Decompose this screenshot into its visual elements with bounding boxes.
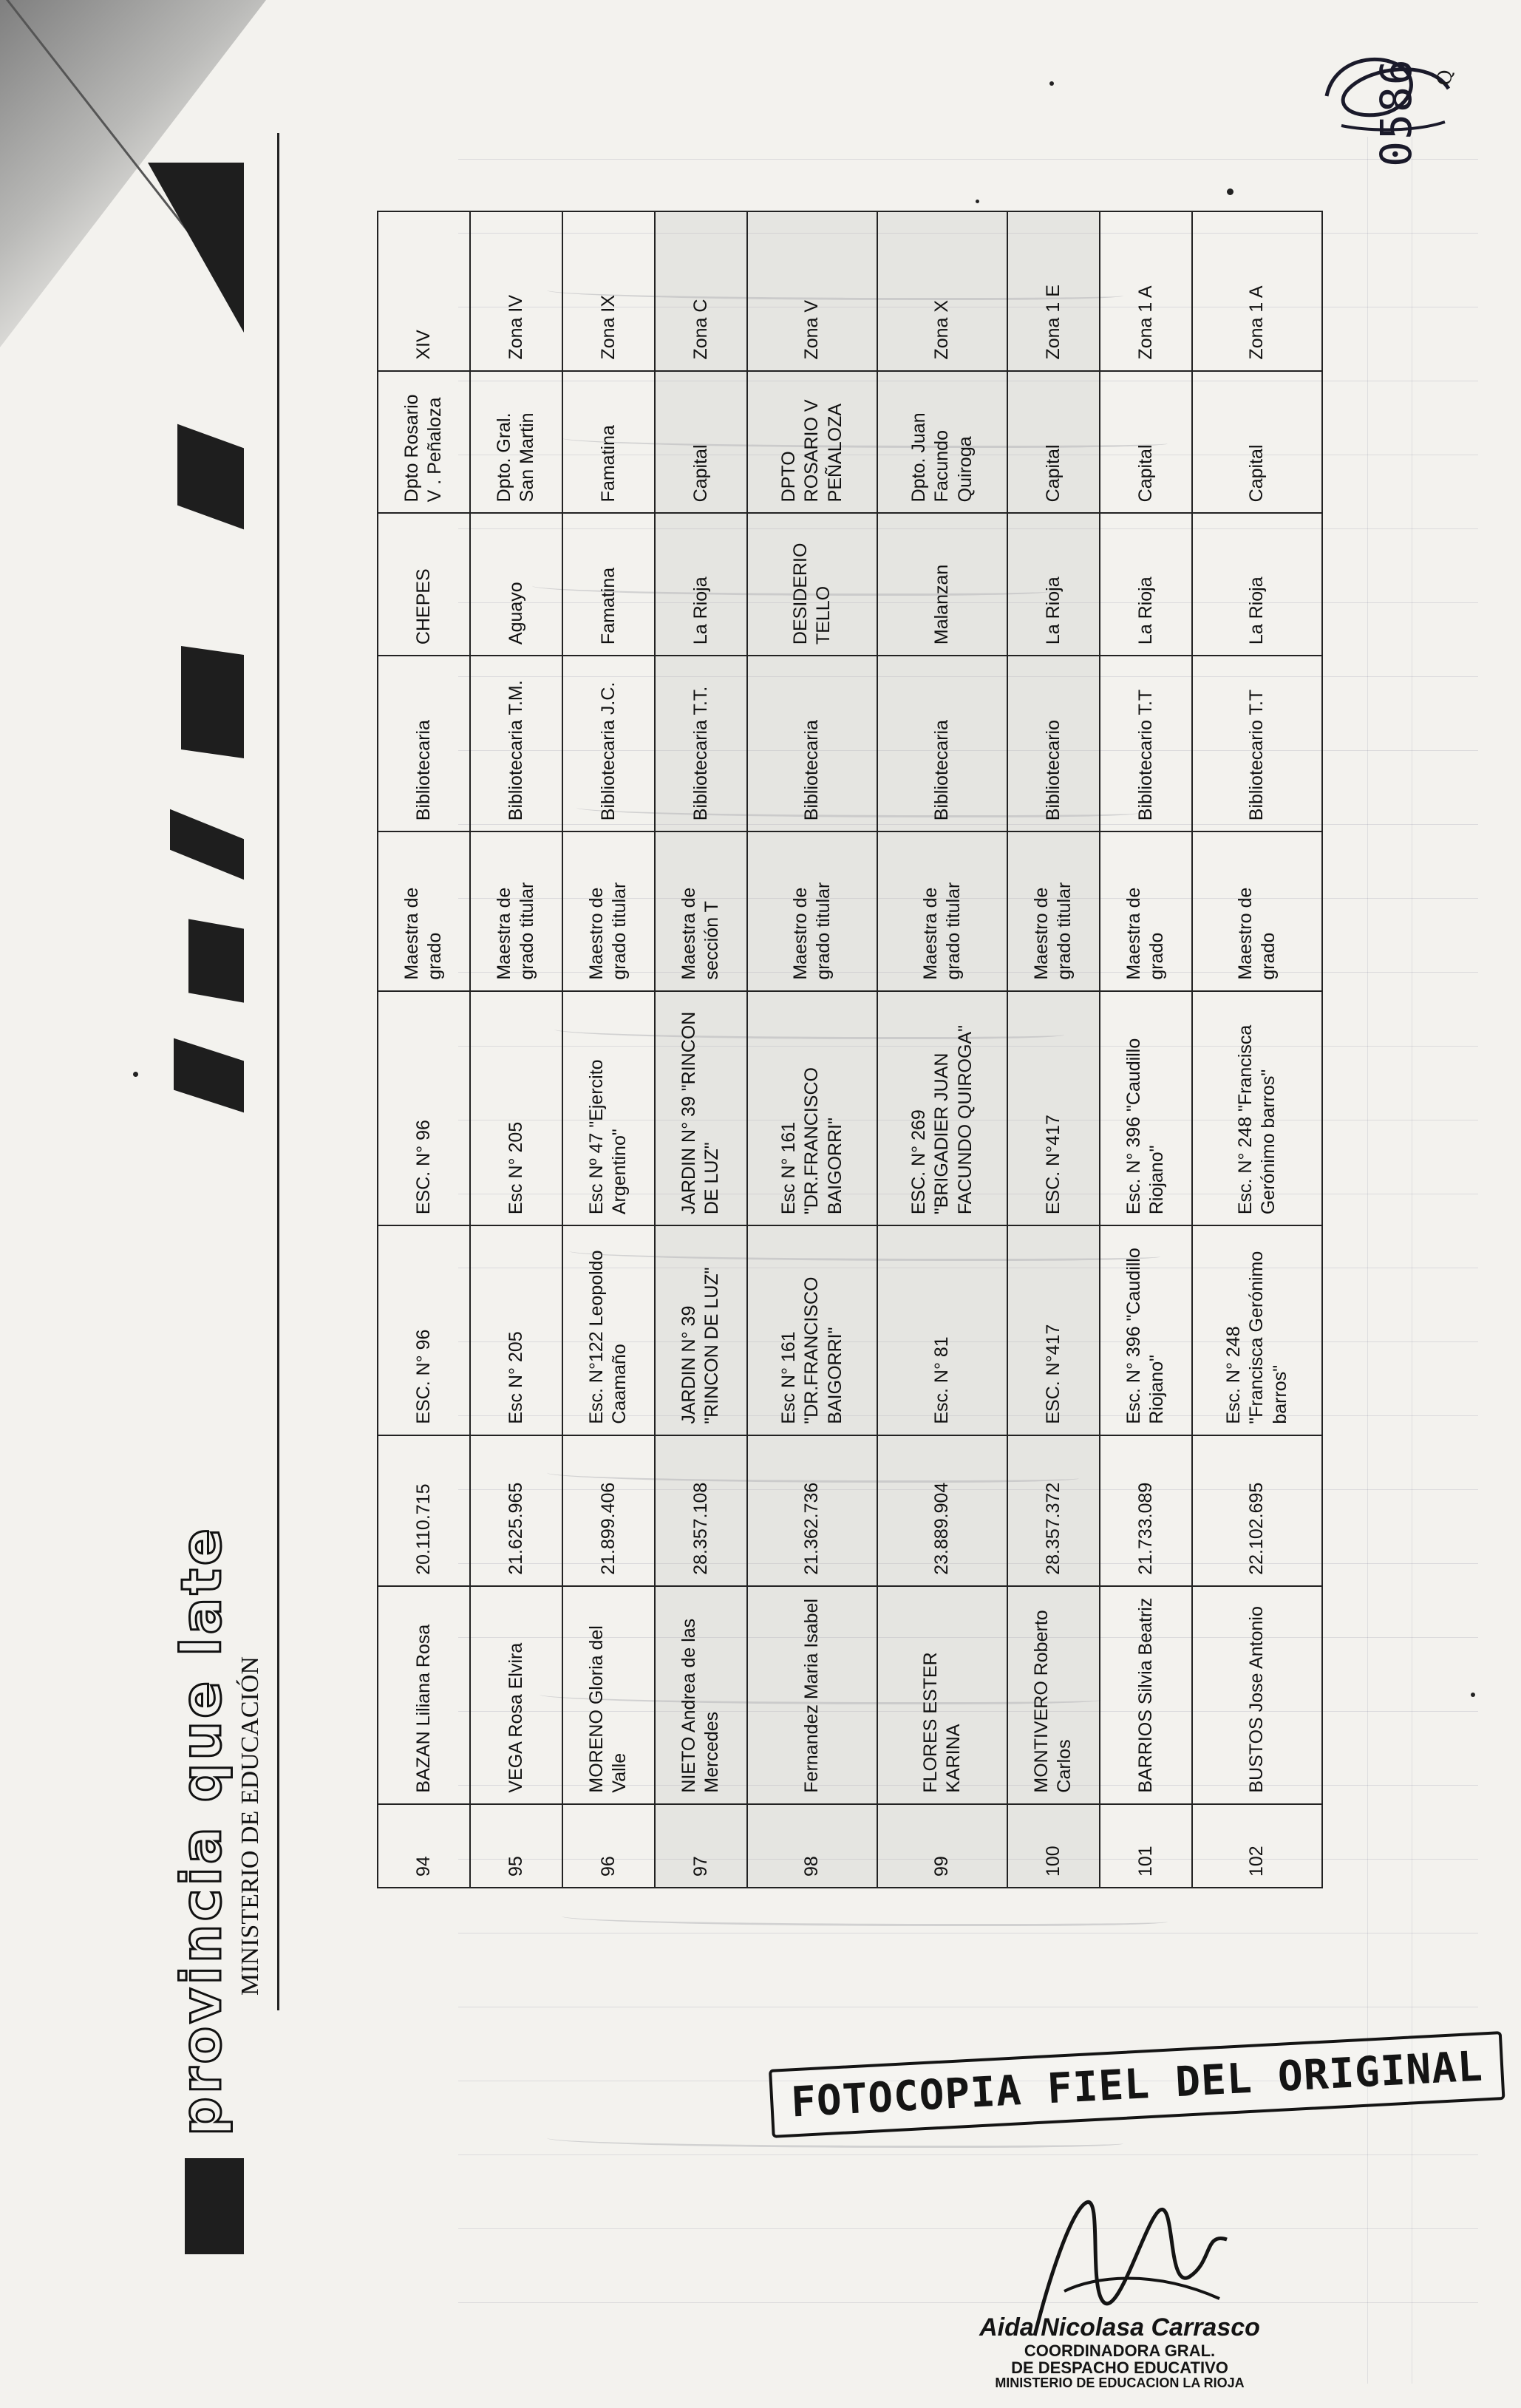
cell-locality: Famatina	[562, 513, 655, 656]
folio-mark	[1319, 44, 1460, 167]
scan-speck	[1227, 188, 1234, 195]
cell-row-number: 101	[1100, 1804, 1192, 1888]
cell-row-number: 96	[562, 1804, 655, 1888]
cell-document-number: 20.110.715	[378, 1435, 470, 1586]
cell-origin-school: Esc. N° 81	[877, 1225, 1007, 1435]
cell-employee-name: FLORES ESTER KARINA	[877, 1586, 1007, 1804]
cell-current-role: Maestra de grado titular	[470, 831, 562, 990]
brand-shape	[181, 646, 244, 758]
table-row	[378, 211, 470, 1888]
cell-row-number: 102	[1192, 1804, 1322, 1888]
cell-row-number: 100	[1007, 1804, 1100, 1888]
cell-row-number: 99	[877, 1804, 1007, 1888]
cell-locality: Aguayo	[470, 513, 562, 656]
cell-employee-name: MONTIVERO Roberto Carlos	[1007, 1586, 1100, 1804]
cell-destination-school: ESC. N°417	[1007, 991, 1100, 1226]
cell-document-number: 21.625.965	[470, 1435, 562, 1586]
cell-new-role: Bibliotecaria T.T.	[655, 656, 747, 831]
cell-row-number: 94	[378, 1804, 470, 1888]
cell-current-role: Maestra de grado	[378, 831, 470, 990]
cell-zone: Zona X	[877, 211, 1007, 371]
cell-row-number: 97	[655, 1804, 747, 1888]
cell-locality: CHEPES	[378, 513, 470, 656]
table-row	[747, 211, 877, 1888]
cell-row-number: 98	[747, 1804, 877, 1888]
cell-zone: Zona C	[655, 211, 747, 371]
cell-current-role: Maestra de sección T	[655, 831, 747, 990]
cell-locality: DESIDERIO TELLO	[747, 513, 877, 656]
folio-number: 0586	[1370, 58, 1421, 167]
brand-row	[148, 74, 234, 2254]
cell-zone: Zona 1 A	[1100, 211, 1192, 371]
cell-new-role: Bibliotecario T.T	[1192, 656, 1322, 831]
table-row	[1192, 211, 1322, 1888]
cell-employee-name: BUSTOS Jose Antonio	[1192, 1586, 1322, 1804]
cell-document-number: 28.357.372	[1007, 1435, 1100, 1586]
faint-rule	[458, 159, 1478, 160]
cell-zone: XIV	[378, 211, 470, 371]
cell-document-number: 21.362.736	[747, 1435, 877, 1586]
cell-destination-school: JARDIN N° 39 "RINCON DE LUZ"	[655, 991, 747, 1226]
faint-rule	[458, 2154, 1478, 2155]
brand-shape	[170, 809, 244, 880]
letterhead-divider	[277, 133, 279, 2010]
cell-current-role: Maestro de grado titular	[562, 831, 655, 990]
cell-locality: Malanzan	[877, 513, 1007, 656]
cell-row-number: 95	[470, 1804, 562, 1888]
cell-zone: Zona IX	[562, 211, 655, 371]
cell-destination-school: ESC. N° 96	[378, 991, 470, 1226]
cell-department: Dpto. Gral. San Martin	[470, 371, 562, 514]
cell-origin-school: Esc. N° 248 "Francisca Gerónimo barros"	[1192, 1225, 1322, 1435]
cell-document-number: 21.733.089	[1100, 1435, 1192, 1586]
table-row	[1100, 211, 1192, 1888]
table-row	[1007, 211, 1100, 1888]
cell-department: Capital	[655, 371, 747, 514]
cell-destination-school: Esc Nº 47 "Ejercito Argentino"	[562, 991, 655, 1226]
cell-employee-name: BAZAN Liliana Rosa	[378, 1586, 470, 1804]
signature-block	[964, 2313, 1275, 2390]
cell-new-role: Bibliotecaria	[747, 656, 877, 831]
cell-locality: La Rioja	[1192, 513, 1322, 656]
faint-rule	[458, 2302, 1478, 2303]
cell-locality: La Rioja	[1007, 513, 1100, 656]
cell-current-role: Maestro de grado titular	[747, 831, 877, 990]
faint-handwriting	[562, 1911, 1168, 1926]
staff-table	[377, 211, 1323, 1888]
cell-new-role: Bibliotecario	[1007, 656, 1100, 831]
cell-document-number: 21.899.406	[562, 1435, 655, 1586]
scan-speck	[1049, 81, 1054, 86]
cell-destination-school: Esc. N° 248 "Francisca Gerónimo barros"	[1192, 991, 1322, 1226]
signatory-title-line-1: COORDINADORA GRAL.	[1024, 2341, 1216, 2360]
cell-document-number: 22.102.695	[1192, 1435, 1322, 1586]
brand-shape	[148, 163, 244, 333]
cell-employee-name: VEGA Rosa Elvira	[470, 1586, 562, 1804]
stamp-text: FOTOCOPIA FIEL DEL ORIGINAL	[789, 2042, 1485, 2127]
ministry-name: MINISTERIO DE EDUCACIÓN	[237, 1656, 264, 1996]
signatory-title-line-3: MINISTERIO DE EDUCACION LA RIOJA	[995, 2375, 1245, 2391]
scan-speck	[133, 1072, 138, 1077]
cell-new-role: Bibliotecaria	[378, 656, 470, 831]
cell-destination-school: Esc N° 161 "DR.FRANCISCO BAIGORRI"	[747, 991, 877, 1226]
cell-origin-school: Esc. N° 396 "Caudillo Riojano"	[1100, 1225, 1192, 1435]
cell-current-role: Maestro de grado titular	[1007, 831, 1100, 990]
cell-destination-school: Esc N° 205	[470, 991, 562, 1226]
cell-department: Famatina	[562, 371, 655, 514]
cell-zone: Zona 1 A	[1192, 211, 1322, 371]
cell-current-role: Maestra de grado	[1100, 831, 1192, 990]
signatory-name: Aida Nicolasa Carrasco	[979, 2313, 1260, 2341]
letterhead	[148, 74, 266, 2254]
cell-origin-school: Esc N° 205	[470, 1225, 562, 1435]
cell-destination-school: ESC. N° 269 "BRIGADIER JUAN FACUNDO QUIROGA"	[877, 991, 1007, 1226]
cell-department: Dpto. Juan Facundo Quiroga	[877, 371, 1007, 514]
cell-document-number: 23.889.904	[877, 1435, 1007, 1586]
cell-department: Capital	[1007, 371, 1100, 514]
cell-department: DPTO ROSARIO V PEÑALOZA	[747, 371, 877, 514]
cell-origin-school: ESC. N°417	[1007, 1225, 1100, 1435]
cell-zone: Zona 1 E	[1007, 211, 1100, 371]
cell-current-role: Maestro de grado	[1192, 831, 1322, 990]
certified-copy-stamp	[769, 2031, 1505, 2138]
cell-department: Capital	[1192, 371, 1322, 514]
brand-shape	[188, 919, 244, 1002]
cell-zone: Zona IV	[470, 211, 562, 371]
brand-shape	[177, 424, 244, 530]
table-row	[877, 211, 1007, 1888]
cell-new-role: Bibliotecario T.T	[1100, 656, 1192, 831]
cell-department: Capital	[1100, 371, 1192, 514]
cell-new-role: Bibliotecaria	[877, 656, 1007, 831]
table-row	[655, 211, 747, 1888]
cell-origin-school: ESC. N° 96	[378, 1225, 470, 1435]
cell-destination-school: Esc. N° 396 "Caudillo Riojano"	[1100, 991, 1192, 1226]
table-row	[470, 211, 562, 1888]
cell-employee-name: NIETO Andrea de las Mercedes	[655, 1586, 747, 1804]
folio-suffix: Q	[1434, 69, 1457, 86]
cell-document-number: 28.357.108	[655, 1435, 747, 1586]
cell-department: Dpto Rosario V . Peñaloza	[378, 371, 470, 514]
table-row	[562, 211, 655, 1888]
scan-speck	[1471, 1693, 1475, 1697]
cell-origin-school: JARDIN N° 39 "RINCON DE LUZ"	[655, 1225, 747, 1435]
cell-origin-school: Esc. N°122 Leopoldo Caamaño	[562, 1225, 655, 1435]
cell-origin-school: Esc N° 161 "DR.FRANCISCO BAIGORRI"	[747, 1225, 877, 1435]
cell-employee-name: Fernandez Maria Isabel	[747, 1586, 877, 1804]
cell-new-role: Bibliotecaria J.C.	[562, 656, 655, 831]
cell-employee-name: BARRIOS Silvia Beatriz	[1100, 1586, 1192, 1804]
signatory-title-line-2: DE DESPACHO EDUCATIVO	[1011, 2358, 1228, 2378]
brand-shape	[174, 1038, 244, 1113]
staff-table-container	[377, 211, 1323, 1888]
cell-employee-name: MORENO Gloria del Valle	[562, 1586, 655, 1804]
cell-locality: La Rioja	[1100, 513, 1192, 656]
cell-zone: Zona V	[747, 211, 877, 371]
cell-new-role: Bibliotecaria T.M.	[470, 656, 562, 831]
brand-logotype: provincia que late	[170, 1526, 234, 2136]
faint-rule	[458, 2228, 1478, 2229]
brand-block-left	[185, 2158, 244, 2254]
cell-current-role: Maestra de grado titular	[877, 831, 1007, 990]
scan-speck	[976, 200, 979, 203]
cell-locality: La Rioja	[655, 513, 747, 656]
